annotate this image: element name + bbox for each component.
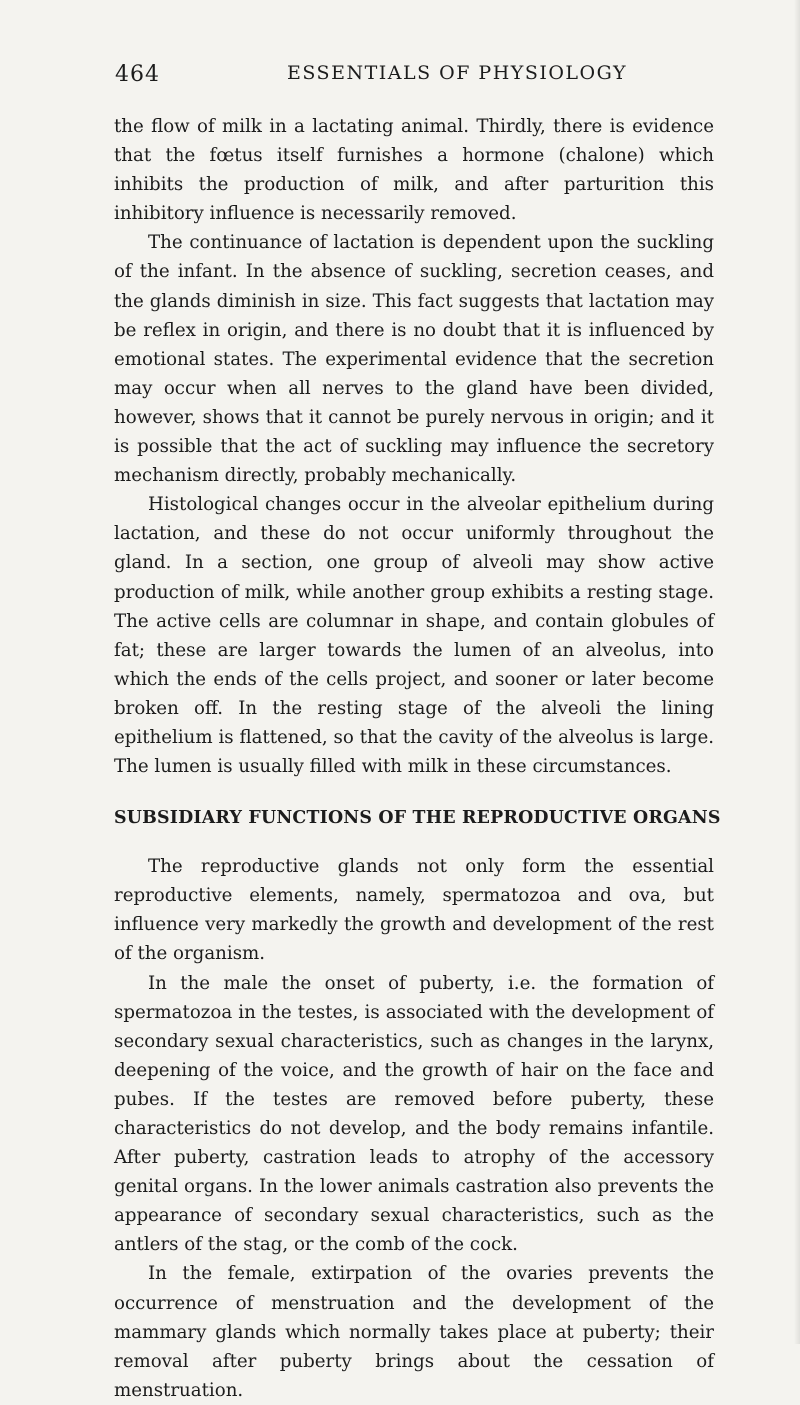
page-edge-shadow: [794, 0, 800, 1344]
paragraph-continuation: the flow of milk in a lactating animal. Thirdly, there is evidence that the fœtus itself furnishes a hormone (chalone) which inhibits the production of milk, and after parturition this inhibitory influence is necessarily removed.: [114, 116, 714, 225]
paragraph-histological-changes: Histological changes occur in the alveolar epithelium during lactation, and these do not occur uniformly throughout the gland. In a section, one group of alveoli may show active production of milk, while another group exhibits a resting stage. The active cells are columnar in shape, and contain globules of fat; these are larger towards the lumen of an alveolus, into which the ends of the cells project, and sooner or later become broken off. In the resting stage of the alveoli the lining epithelium is flattened, so that the cavity of the alveolus is large. The lumen is usually filled with milk in these circumstances.: [114, 494, 714, 778]
paragraph-male-puberty: In the male the onset of puberty, i.e. the formation of spermatozoa in the testes, is associated with the development of secondary sexual characteristics, such as changes in the larynx, deepening of the voice, and the growth of hair on the face and pubes. If the testes are removed before puberty, these characteristics do not develop, and the body remains infantile. After puberty, castration leads to atrophy of the accessory genital organs. In the lower animals castration also prevents the appearance of secondary sexual characteristics, such as the antlers of the stag, or the comb of the cock.: [114, 972, 714, 1256]
paragraph-reproductive-glands: The reproductive glands not only form the essential reproductive elements, namely, spermatozoa and ova, but influence very markedly the growth and development of the rest of the organism.: [114, 856, 714, 965]
page-number: 464: [115, 62, 160, 87]
section-heading: SUBSIDIARY FUNCTIONS OF THE REPRODUCTIVE ORGANS: [114, 808, 721, 829]
paragraph-female-ovaries: In the female, extirpation of the ovaries prevents the occurrence of menstruation and the development of the mammary glands which normally takes place at puberty; their removal after puberty brings about the cessation of menstruation.: [114, 1263, 714, 1401]
paragraph-lactation-continuance: The continuance of lactation is dependent upon the suckling of the infant. In the absence of suckling, secretion ceases, and the glands diminish in size. This fact suggests that lactation may be reflex in origin, and there is no doubt that it is influenced by emotional states. The experimental evidence that the secretion may occur when all nerves to the gland have been divided, however, shows that it cannot be purely nervous in origin; and it is possible that the act of suckling may influence the secretory mechanism directly, probably mechanically.: [114, 232, 714, 487]
running-head: [115, 62, 705, 92]
running-title: ESSENTIALS OF PHYSIOLOGY: [287, 62, 628, 84]
body-text: [114, 112, 721, 1405]
